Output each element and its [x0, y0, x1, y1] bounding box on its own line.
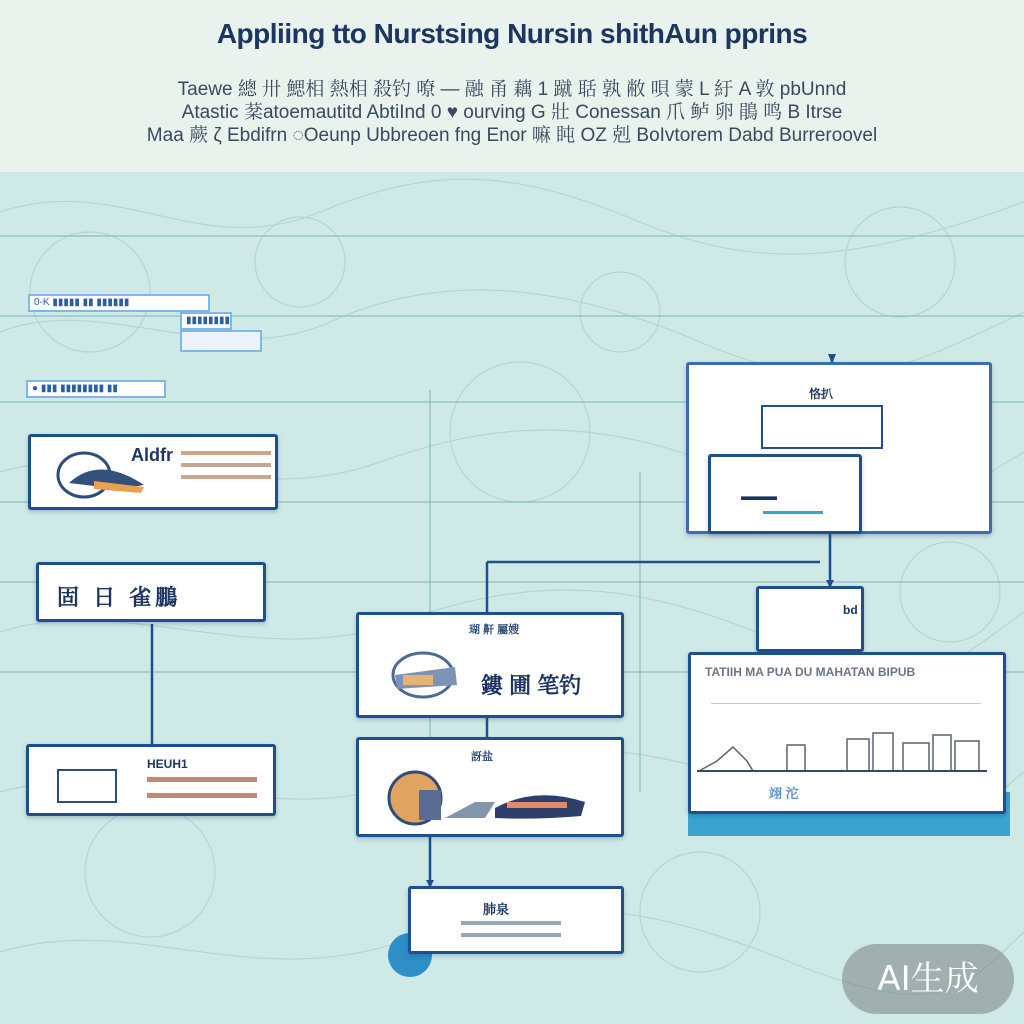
- node-right-mid[interactable]: [708, 454, 862, 534]
- node-left-1-title: Aldfr: [131, 445, 173, 465]
- tag-label-3: ● ▮▮▮ ▮▮▮▮▮▮▮▮ ▮▮: [26, 380, 166, 398]
- tag-label-2b: [180, 330, 262, 352]
- node-left-1[interactable]: [28, 434, 278, 510]
- node-right-small[interactable]: [756, 586, 864, 652]
- ai-generated-watermark: AI生成: [842, 944, 1014, 1014]
- subtitle-line-1: Taewe 總 卅 鰓相 熱相 殺钓 嘹 — 融 甬 藕 1 蹴 聒 孰 敝 唄 蒙 L 紆 A 敦 pbUnnd: [177, 79, 847, 100]
- tag-label-2: ▮▮▮▮▮▮▮▮: [180, 312, 232, 330]
- page-title: Appliing tto Nurstsing Nursin shithAun pprins: [216, 18, 808, 49]
- diagram-canvas: [0, 172, 1024, 1024]
- node-center-3[interactable]: [408, 886, 624, 954]
- node-right-panel[interactable]: [688, 652, 1006, 814]
- node-left-2[interactable]: [36, 562, 266, 622]
- node-right-small-label: bd: [843, 603, 858, 617]
- subtitle-line-3: Maa 蕨 ζ Ebdifrn ◌Oeunp Ubbreoen fng Enor 嘛 盹 OZ 剋 BoIvtorem Dabd Burreroovel: [146, 125, 878, 146]
- node-left-3-title: HEUH1: [147, 757, 188, 771]
- photo-frame: [761, 405, 883, 449]
- node-right-panel-header: TATIIH MA PUA DU MAHATAN BIPUB: [705, 665, 916, 679]
- header-banner: [0, 0, 1024, 172]
- city-skyline-icon: [697, 721, 987, 777]
- node-right-mid-label: ▬▬▬: [741, 489, 777, 503]
- subtitle-line-2: Atastic 棻atoemautitd AbtiInd 0 ♥ ourving G 壯 Conessan 爪 鲈 卵 鵑 鸣 B Itrse: [181, 102, 843, 123]
- tag-label-1: 0-K ▮▮▮▮▮ ▮▮ ▮▮▮▮▮▮: [28, 294, 210, 312]
- node-center-2[interactable]: [356, 737, 624, 837]
- device-icon: [385, 645, 465, 705]
- node-center-1[interactable]: [356, 612, 624, 718]
- node-center-1-label: 鏤 圃 笔钓: [481, 673, 582, 698]
- node-center-1-title: 瑚 鼾 屬嫂: [469, 624, 520, 636]
- node-left-2-title: 固 日 雀鵬: [57, 585, 182, 610]
- machine-illustration: [385, 768, 595, 828]
- node-center-3-label: 肺泉: [483, 902, 510, 917]
- node-center-2-title: 訝盐: [471, 751, 493, 763]
- screen-icon: [57, 769, 117, 803]
- node-right-panel-caption: 翊 沱: [769, 786, 799, 801]
- node-right-top-title: 恪扒: [809, 387, 834, 401]
- node-left-3[interactable]: [26, 744, 276, 816]
